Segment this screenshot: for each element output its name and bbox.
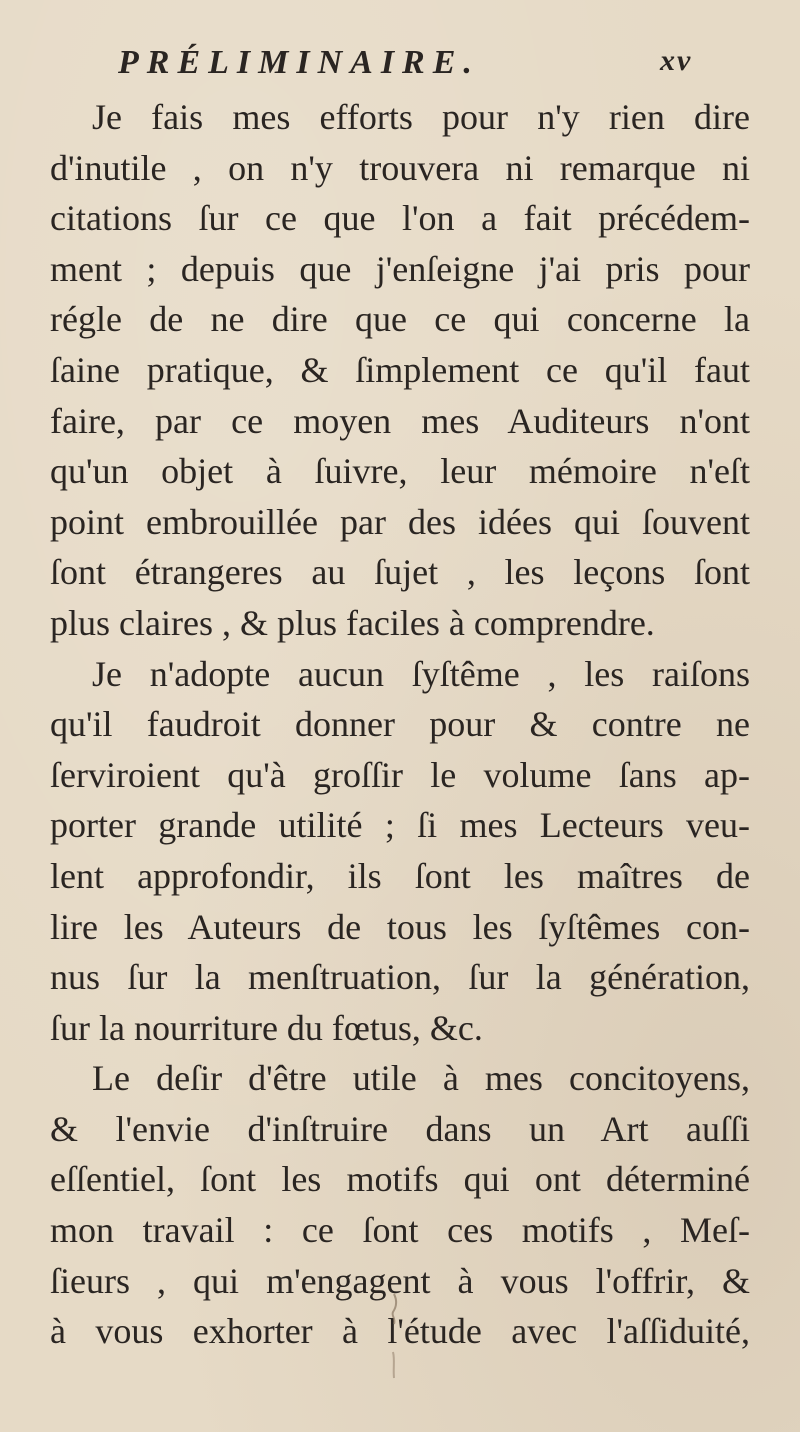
text-line: lent approfondir, ils ſont les maîtres de [50,855,750,896]
paragraph [50,649,750,1054]
text-line: ſieurs , qui m'engagent à vous l'offrir, & [50,1260,750,1301]
text-line: qu'un objet à ſuivre, leur mémoire n'eſt [50,451,750,492]
text-line: citations ſur ce que l'on a fait précédem- [50,198,750,239]
text-line: mon travail : ce ſont ces motifs , Meſ- [50,1210,750,1251]
paragraph [50,92,750,649]
text-line: Je fais mes efforts pour n'y rien dire [92,97,750,137]
text-line: ſaine pratique, & ſimplement ce qu'il faut [50,349,750,390]
text-line: ment ; depuis que j'enſeigne j'ai pris pour [50,248,750,289]
text-line: régle de ne dire que ce qui concerne la [50,299,750,340]
running-head [0,38,800,88]
ink-mark-ornament [384,1290,404,1380]
text-line: à vous exhorter à l'étude avec l'aſſiduité, [50,1311,750,1352]
page-number: xv [660,44,693,77]
text-line: d'inutile , on n'y trouvera ni remarque ni [50,147,750,188]
text-line: ſerviroient qu'à groſſir le volume ſans ap- [50,754,750,795]
body-text [50,92,750,1357]
text-line: ſont étrangeres au ſujet , les leçons ſont [50,552,750,593]
text-line: Le deſir d'être utile à mes concitoyens, [92,1058,750,1099]
text-line: faire, par ce moyen mes Auditeurs n'ont [50,400,750,441]
text-line: lire les Auteurs de tous les ſyſtêmes con- [50,906,750,947]
text-line: Je n'adopte aucun ſyſtême , les raiſons [92,653,750,694]
text-line: & l'envie d'inſtruire dans un Art auſſi [50,1108,750,1149]
text-line: porter grande utilité ; ſi mes Lecteurs veu- [50,805,750,846]
text-line: qu'il faudroit donner pour & contre ne [50,704,750,745]
text-line: point embrouillée par des idées qui ſouvent [50,501,750,542]
text-line: eſſentiel, ſont les motifs qui ont déterminé [50,1159,750,1200]
text-line: plus claires , & plus faciles à comprendre. [50,602,655,643]
running-title: PRÉLIMINAIRE. [118,44,480,81]
text-line: ſur la nourriture du fœtus, &c. [50,1007,483,1048]
text-line: nus ſur la menſtruation, ſur la génération, [50,957,750,998]
